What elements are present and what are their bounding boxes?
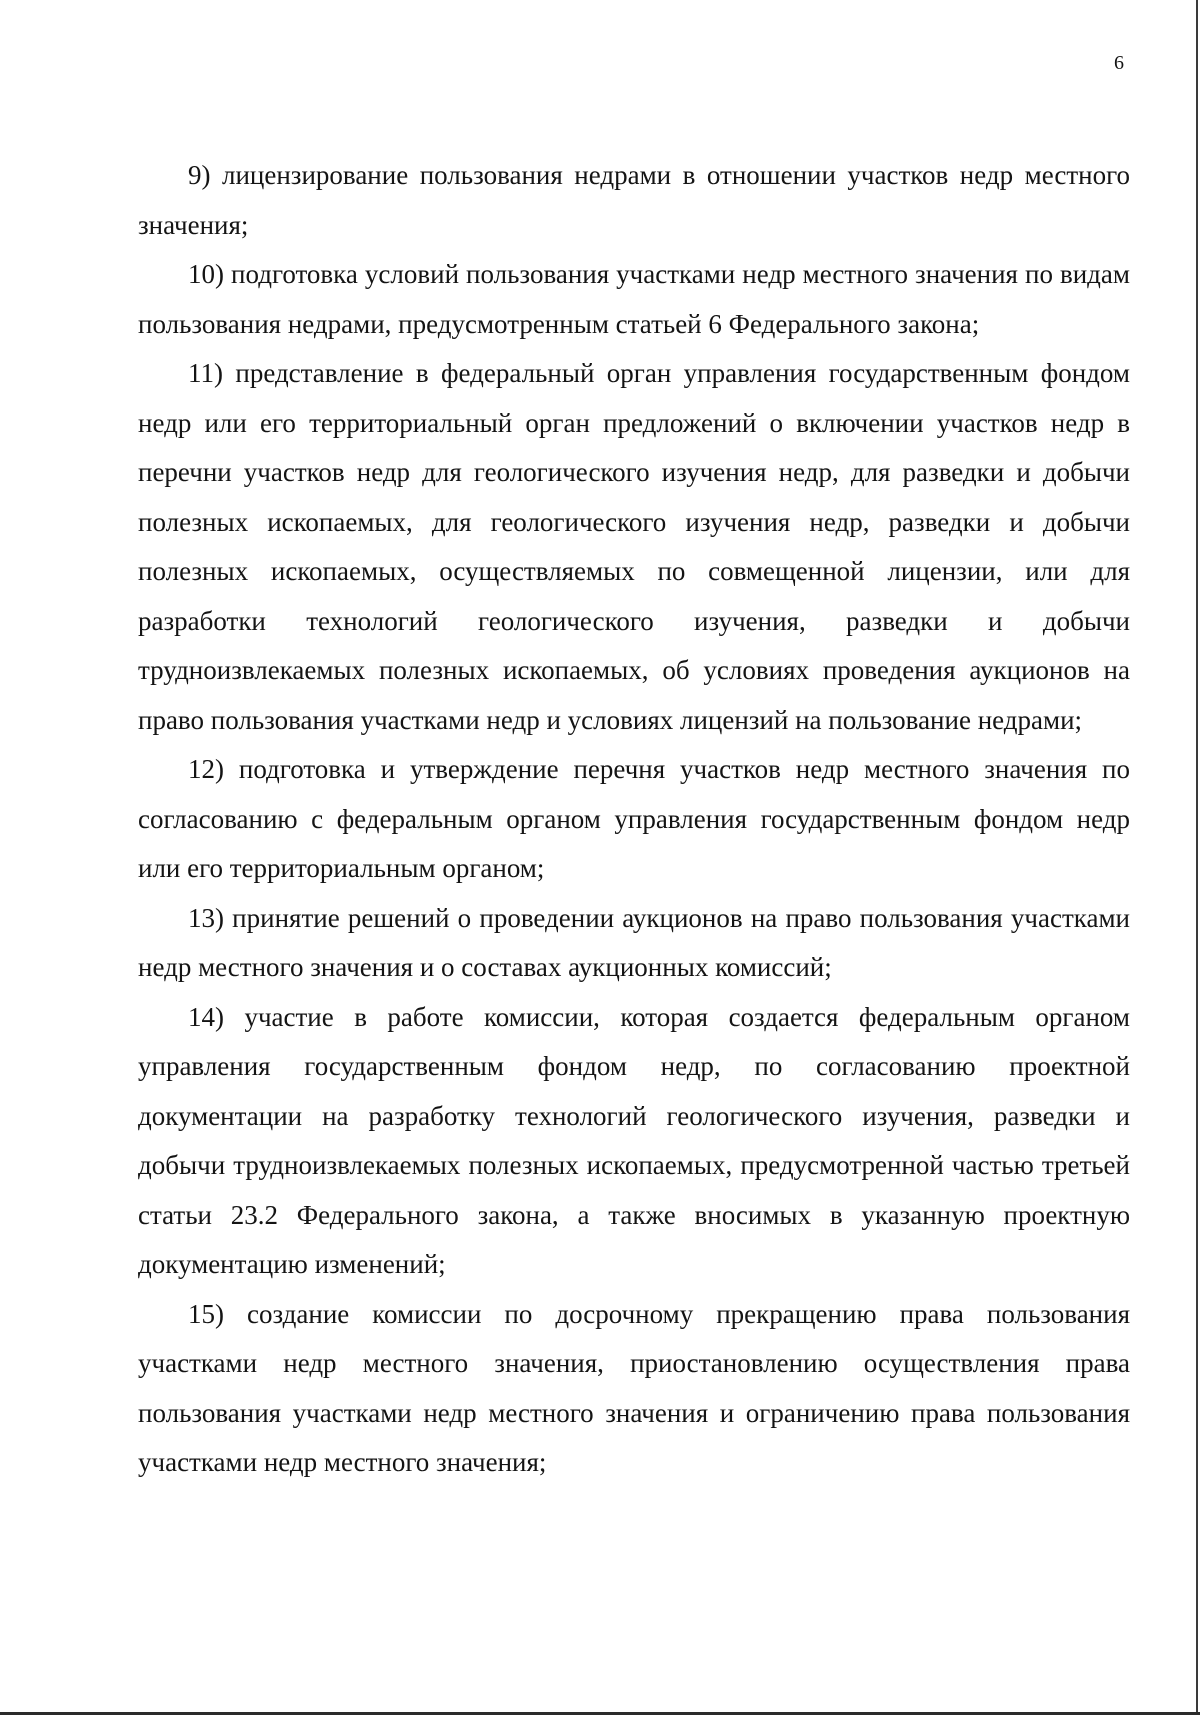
paragraph-item-14: 14) участие в работе комиссии, которая создается федеральным органом управления государственным фондом недр, по согласованию проектной документации на разработку технологий геологического изучения, разведки и добычи трудноизвлекаемых полезных ископаемых, предусмотренной частью третьей статьи 23.2 Федерального закона, а также вносимых в указанную проектную документацию изменений; xyxy=(138,1001,1130,1279)
paragraph-item-10: 10) подготовка условий пользования участками недр местного значения по видам пользования недрами, предусмотренным статьей 6 Федерального закона; xyxy=(138,259,1130,339)
paragraph-item-9: 9) лицензирование пользования недрами в отношении участков недр местного значения; xyxy=(138,160,1130,240)
paragraph-item-12: 12) подготовка и утверждение перечня участков недр местного значения по согласованию с федеральным органом управления государственным фондом недр или его территориальным органом; xyxy=(138,754,1130,883)
paragraph-item-11: 11) представление в федеральный орган управления государственным фондом недр или его территориальный орган предложений о включении участков недр в перечни участков недр для геологического изучения недр, для разведки и добычи полезных ископаемых, для геологического изучения недр, разведки и добычи полезных ископаемых, осуществляемых по совмещенной лицензии, или для разработки технологий геологического изучения, разведки и добычи трудноизвлекаемых полезных ископаемых, об условиях проведения аукционов на право пользования участками недр и условиях лицензий на пользование недрами; xyxy=(138,358,1130,735)
paragraph-item-15: 15) создание комиссии по досрочному прекращению права пользования участками недр местного значения, приостановлению осуществления права пользования участками недр местного значения и ограничению права пользования участками недр местного значения; xyxy=(138,1298,1130,1477)
scan-edge-right xyxy=(1196,0,1198,1715)
page-number: 6 xyxy=(1114,52,1124,74)
document-body xyxy=(138,151,1130,1488)
paragraph-item-13: 13) принятие решений о проведении аукционов на право пользования участками недр местного значения и о составах аукционных комиссий; xyxy=(138,902,1130,982)
